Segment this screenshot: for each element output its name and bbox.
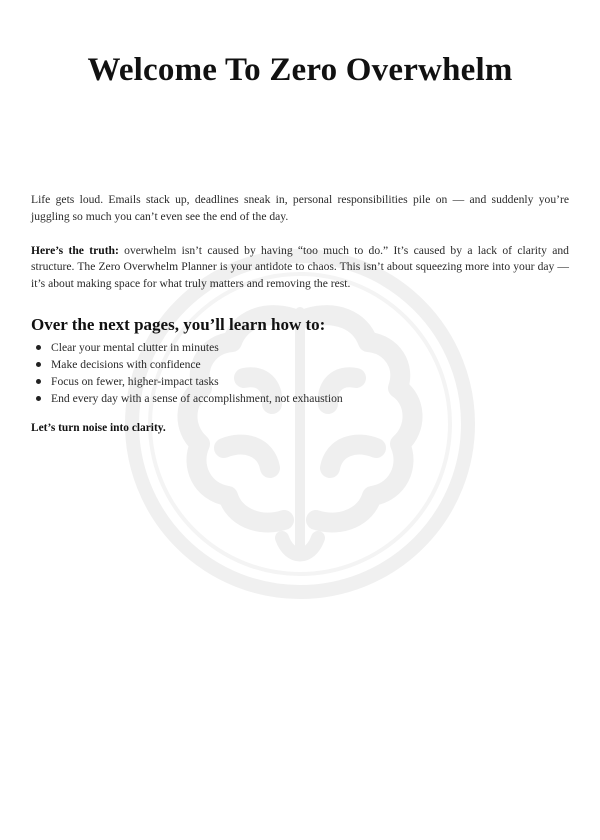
list-item-text: Clear your mental clutter in minutes xyxy=(51,340,219,354)
list-item xyxy=(36,356,569,373)
page-title: Welcome To Zero Overwhelm xyxy=(87,52,513,88)
learn-list xyxy=(31,339,569,407)
list-item xyxy=(36,373,569,390)
list-item xyxy=(36,339,569,356)
list-item xyxy=(36,390,569,407)
bullet-icon xyxy=(36,362,41,367)
bullet-icon xyxy=(36,396,41,401)
bullet-icon xyxy=(36,379,41,384)
list-item-text: Make decisions with confidence xyxy=(51,357,201,371)
truth-paragraph xyxy=(31,243,569,293)
truth-text: overwhelm isn’t caused by having “too much to do.” It’s caused by a lack of clarity and structure. The Zero Overwhelm Planner is your antidote to chaos. This isn’t about squeezing more into your day — it’s about making space for what truly matters and removing the rest. xyxy=(31,243,569,291)
body-content xyxy=(31,192,569,434)
list-item-text: Focus on fewer, higher-impact tasks xyxy=(51,374,219,388)
list-item-text: End every day with a sense of accomplishment, not exhaustion xyxy=(51,391,343,405)
learn-heading: Over the next pages, you’ll learn how to: xyxy=(31,314,326,334)
bullet-icon xyxy=(36,345,41,350)
truth-lead: Here’s the truth: xyxy=(31,243,119,257)
closing-line: Let’s turn noise into clarity. xyxy=(31,421,166,434)
intro-paragraph: Life gets loud. Emails stack up, deadlines sneak in, personal responsibilities pile on — and suddenly you’re juggling so much you can’t even see the end of the day. xyxy=(31,193,569,223)
